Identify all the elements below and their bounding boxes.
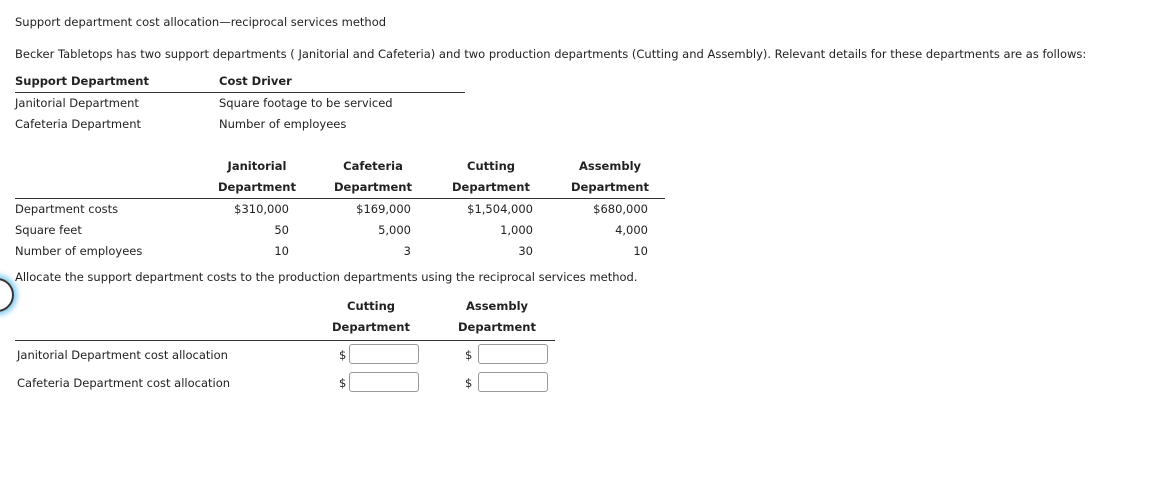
driver-value: Square footage to be serviced [219, 96, 393, 110]
row-label: Number of employees [15, 244, 143, 258]
column-header: Department [218, 180, 296, 194]
cell-value: 10 [274, 244, 289, 258]
driver-dept: Janitorial Department [15, 96, 139, 110]
header-cost-driver: Cost Driver [219, 74, 292, 88]
assembly-allocation-input[interactable] [478, 372, 548, 392]
row-label: Department costs [15, 202, 119, 216]
cell-value: $310,000 [234, 202, 289, 216]
cell-value: $680,000 [593, 202, 648, 216]
focus-indicator [0, 278, 14, 312]
cell-value: $169,000 [356, 202, 411, 216]
currency-symbol: $ [465, 348, 473, 362]
intro-text: Becker Tabletops has two support departments ( Janitorial and Cafeteria) and two production departments (Cutting and Assembly). Relevant details for these departments are as follows: [15, 47, 1087, 61]
currency-symbol: $ [339, 348, 347, 362]
cell-value: 1,000 [500, 223, 533, 237]
cell-value: 50 [274, 223, 289, 237]
cell-value: $1,504,000 [467, 202, 533, 216]
divider [15, 92, 465, 93]
currency-symbol: $ [465, 376, 473, 390]
page-title: Support department cost allocation—reciprocal services method [15, 15, 387, 29]
divider [15, 198, 665, 199]
driver-value: Number of employees [219, 117, 347, 131]
currency-symbol: $ [339, 376, 347, 390]
column-header: Department [334, 180, 412, 194]
driver-dept: Cafeteria Department [15, 117, 142, 131]
cell-value: 3 [403, 244, 411, 258]
row-label: Janitorial Department cost allocation [17, 348, 228, 362]
column-header: Assembly [465, 299, 529, 313]
column-header: Cutting [347, 299, 395, 313]
column-header: Department [452, 180, 530, 194]
column-header: Janitorial [227, 159, 287, 173]
cell-value: 30 [518, 244, 533, 258]
column-header: Department [458, 320, 536, 334]
instruction-text: Allocate the support department costs to the production departments using the reciprocal services method. [15, 270, 638, 284]
cutting-allocation-input[interactable] [349, 372, 419, 392]
cell-value: 10 [633, 244, 648, 258]
divider [15, 340, 555, 341]
cell-value: 4,000 [615, 223, 648, 237]
column-header: Department [332, 320, 410, 334]
column-header: Assembly [578, 159, 642, 173]
row-label: Cafeteria Department cost allocation [17, 376, 231, 390]
assembly-allocation-input[interactable] [478, 344, 548, 364]
column-header: Department [571, 180, 649, 194]
cutting-allocation-input[interactable] [349, 344, 419, 364]
cell-value: 5,000 [378, 223, 411, 237]
header-support-department: Support Department [15, 74, 149, 88]
column-header: Cafeteria [343, 159, 403, 173]
column-header: Cutting [467, 159, 515, 173]
row-label: Square feet [15, 223, 82, 237]
